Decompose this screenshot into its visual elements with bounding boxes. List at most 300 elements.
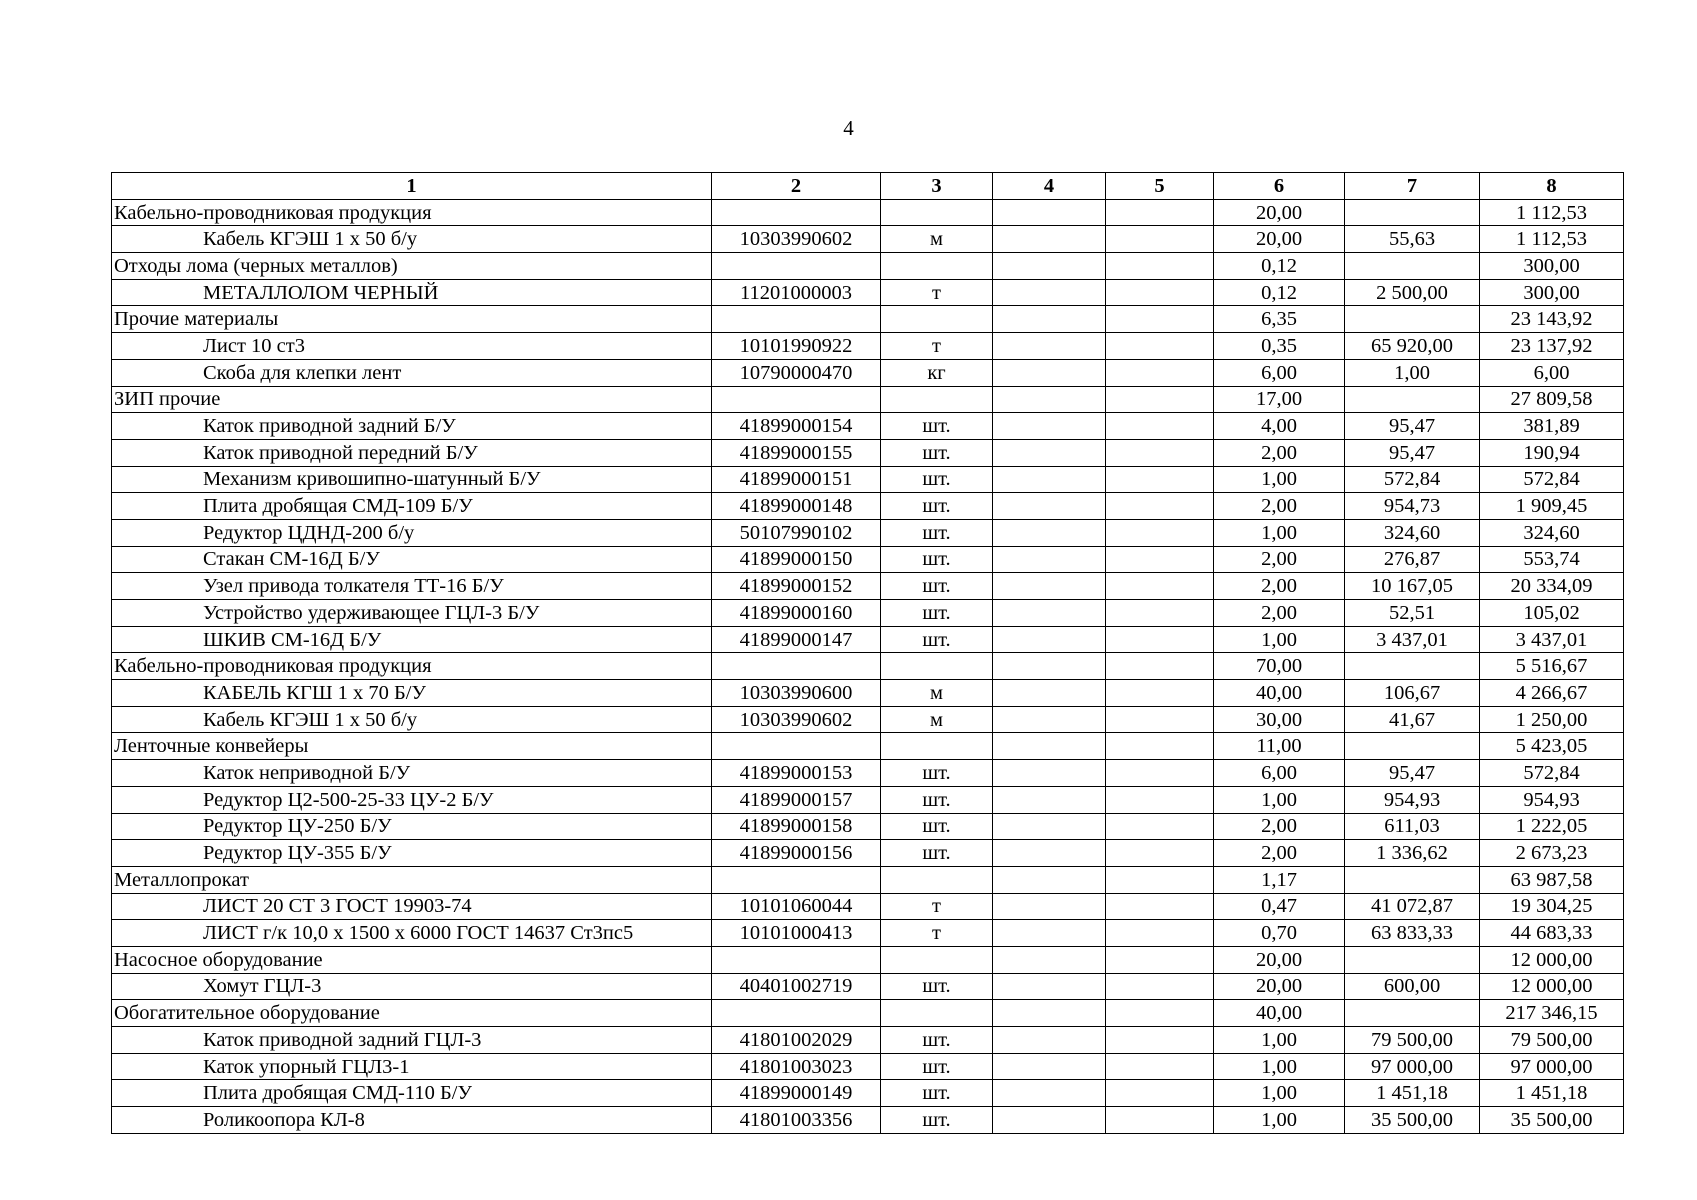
cell-price: 954,73	[1345, 493, 1480, 520]
cell-code: 11201000003	[712, 279, 881, 306]
cell-col4	[993, 573, 1106, 600]
cell-col5	[1106, 1053, 1214, 1080]
cell-sum: 6,00	[1480, 359, 1624, 386]
cell-name: Ленточные конвейеры	[112, 733, 712, 760]
cell-code	[712, 653, 881, 680]
cell-col5	[1106, 279, 1214, 306]
cell-unit	[881, 199, 993, 226]
group-row	[112, 199, 1624, 226]
cell-name: Металлопрокат	[112, 866, 712, 893]
cell-code	[712, 253, 881, 280]
column-header: 5	[1106, 173, 1214, 200]
cell-col5	[1106, 333, 1214, 360]
item-row	[112, 706, 1624, 733]
cell-col5	[1106, 253, 1214, 280]
cell-price: 41,67	[1345, 706, 1480, 733]
cell-name: Узел привода толкателя ТТ-16 Б/У	[112, 573, 712, 600]
cell-unit: шт.	[881, 466, 993, 493]
cell-col4	[993, 226, 1106, 253]
cell-name: Роликоопора КЛ-8	[112, 1107, 712, 1134]
item-row	[112, 1080, 1624, 1107]
cell-price: 3 437,01	[1345, 626, 1480, 653]
item-row	[112, 920, 1624, 947]
cell-col5	[1106, 920, 1214, 947]
cell-name: ЛИСТ 20 СТ 3 ГОСТ 19903-74	[112, 893, 712, 920]
group-row	[112, 306, 1624, 333]
cell-col4	[993, 546, 1106, 573]
cell-col5	[1106, 573, 1214, 600]
cell-col5	[1106, 600, 1214, 627]
cell-price: 79 500,00	[1345, 1027, 1480, 1054]
cell-name: Скоба для клепки лент	[112, 359, 712, 386]
cell-sum: 1 112,53	[1480, 226, 1624, 253]
cell-name: Редуктор ЦУ-250 Б/У	[112, 813, 712, 840]
item-row	[112, 439, 1624, 466]
page-number: 4	[843, 116, 854, 140]
cell-quantity: 20,00	[1214, 226, 1345, 253]
cell-quantity: 2,00	[1214, 546, 1345, 573]
item-row	[112, 973, 1624, 1000]
cell-quantity: 6,00	[1214, 359, 1345, 386]
cell-code	[712, 866, 881, 893]
cell-quantity: 40,00	[1214, 1000, 1345, 1027]
cell-name: Каток приводной задний ГЦЛ-3	[112, 1027, 712, 1054]
cell-sum: 5 516,67	[1480, 653, 1624, 680]
cell-name: Кабель КГЭШ 1 х 50 б/у	[112, 226, 712, 253]
cell-sum: 44 683,33	[1480, 920, 1624, 947]
cell-quantity: 0,12	[1214, 253, 1345, 280]
cell-col4	[993, 680, 1106, 707]
cell-price: 10 167,05	[1345, 573, 1480, 600]
cell-price: 276,87	[1345, 546, 1480, 573]
cell-quantity: 2,00	[1214, 493, 1345, 520]
cell-col4	[993, 1053, 1106, 1080]
cell-col4	[993, 733, 1106, 760]
cell-sum: 572,84	[1480, 466, 1624, 493]
header-row	[112, 173, 1624, 200]
item-row	[112, 279, 1624, 306]
cell-col5	[1106, 680, 1214, 707]
item-row	[112, 786, 1624, 813]
cell-col4	[993, 840, 1106, 867]
cell-unit: шт.	[881, 760, 993, 787]
cell-name: Насосное оборудование	[112, 946, 712, 973]
cell-quantity: 1,00	[1214, 1080, 1345, 1107]
cell-sum: 12 000,00	[1480, 946, 1624, 973]
cell-unit: шт.	[881, 1053, 993, 1080]
cell-sum: 35 500,00	[1480, 1107, 1624, 1134]
cell-price: 95,47	[1345, 439, 1480, 466]
group-row	[112, 653, 1624, 680]
cell-price: 95,47	[1345, 760, 1480, 787]
cell-code: 41899000158	[712, 813, 881, 840]
cell-col5	[1106, 626, 1214, 653]
cell-name: Каток приводной передний Б/У	[112, 439, 712, 466]
cell-price: 97 000,00	[1345, 1053, 1480, 1080]
cell-code: 41899000150	[712, 546, 881, 573]
cell-code: 10101990922	[712, 333, 881, 360]
cell-unit: шт.	[881, 413, 993, 440]
cell-col5	[1106, 760, 1214, 787]
cell-unit: шт.	[881, 493, 993, 520]
item-row	[112, 333, 1624, 360]
cell-unit	[881, 306, 993, 333]
cell-name: Лист 10 ст3	[112, 333, 712, 360]
cell-unit: шт.	[881, 1080, 993, 1107]
cell-unit: шт.	[881, 573, 993, 600]
cell-code: 41899000156	[712, 840, 881, 867]
cell-quantity: 1,00	[1214, 1107, 1345, 1134]
table-body	[112, 173, 1624, 1134]
cell-code: 41899000149	[712, 1080, 881, 1107]
cell-price: 41 072,87	[1345, 893, 1480, 920]
cell-unit: шт.	[881, 600, 993, 627]
item-row	[112, 600, 1624, 627]
cell-quantity: 11,00	[1214, 733, 1345, 760]
cell-code: 41899000157	[712, 786, 881, 813]
cell-sum: 324,60	[1480, 519, 1624, 546]
cell-price: 324,60	[1345, 519, 1480, 546]
cell-col4	[993, 1027, 1106, 1054]
cell-sum: 12 000,00	[1480, 973, 1624, 1000]
item-row	[112, 519, 1624, 546]
cell-sum: 20 334,09	[1480, 573, 1624, 600]
cell-sum: 1 909,45	[1480, 493, 1624, 520]
cell-name: Редуктор ЦДНД-200 б/у	[112, 519, 712, 546]
cell-col4	[993, 946, 1106, 973]
cell-price	[1345, 946, 1480, 973]
cell-quantity: 1,00	[1214, 466, 1345, 493]
cell-col5	[1106, 413, 1214, 440]
cell-price: 954,93	[1345, 786, 1480, 813]
column-header: 2	[712, 173, 881, 200]
cell-quantity: 0,12	[1214, 279, 1345, 306]
cell-sum: 23 143,92	[1480, 306, 1624, 333]
cell-col5	[1106, 1027, 1214, 1054]
cell-unit	[881, 386, 993, 413]
cell-col5	[1106, 706, 1214, 733]
item-row	[112, 813, 1624, 840]
cell-col5	[1106, 653, 1214, 680]
cell-quantity: 6,35	[1214, 306, 1345, 333]
cell-price	[1345, 386, 1480, 413]
cell-col4	[993, 413, 1106, 440]
cell-quantity: 0,35	[1214, 333, 1345, 360]
cell-col5	[1106, 466, 1214, 493]
cell-code: 41899000155	[712, 439, 881, 466]
cell-sum: 1 250,00	[1480, 706, 1624, 733]
cell-sum: 190,94	[1480, 439, 1624, 466]
cell-unit: шт.	[881, 786, 993, 813]
cell-unit: м	[881, 226, 993, 253]
cell-name: Прочие материалы	[112, 306, 712, 333]
cell-code: 40401002719	[712, 973, 881, 1000]
cell-sum: 300,00	[1480, 279, 1624, 306]
cell-code: 41801002029	[712, 1027, 881, 1054]
cell-name: Кабель КГЭШ 1 х 50 б/у	[112, 706, 712, 733]
cell-unit: шт.	[881, 626, 993, 653]
cell-sum: 5 423,05	[1480, 733, 1624, 760]
cell-sum: 105,02	[1480, 600, 1624, 627]
cell-code: 10303990602	[712, 706, 881, 733]
item-row	[112, 546, 1624, 573]
cell-col4	[993, 333, 1106, 360]
cell-col4	[993, 519, 1106, 546]
cell-price	[1345, 733, 1480, 760]
cell-unit: шт.	[881, 519, 993, 546]
cell-code: 41899000148	[712, 493, 881, 520]
cell-name: Кабельно-проводниковая продукция	[112, 199, 712, 226]
cell-price: 2 500,00	[1345, 279, 1480, 306]
materials-table	[111, 172, 1624, 1134]
cell-col4	[993, 386, 1106, 413]
cell-price: 600,00	[1345, 973, 1480, 1000]
cell-col4	[993, 866, 1106, 893]
cell-price: 572,84	[1345, 466, 1480, 493]
cell-price	[1345, 306, 1480, 333]
cell-name: ШКИВ СМ-16Д Б/У	[112, 626, 712, 653]
cell-col4	[993, 279, 1106, 306]
cell-col5	[1106, 493, 1214, 520]
cell-name: Каток неприводной Б/У	[112, 760, 712, 787]
cell-quantity: 2,00	[1214, 840, 1345, 867]
cell-sum: 553,74	[1480, 546, 1624, 573]
cell-sum: 1 112,53	[1480, 199, 1624, 226]
cell-unit: м	[881, 680, 993, 707]
cell-col4	[993, 813, 1106, 840]
cell-col4	[993, 439, 1106, 466]
item-row	[112, 760, 1624, 787]
cell-col5	[1106, 893, 1214, 920]
cell-quantity: 2,00	[1214, 439, 1345, 466]
cell-code: 10303990602	[712, 226, 881, 253]
cell-name: Обогатительное оборудование	[112, 1000, 712, 1027]
cell-price	[1345, 253, 1480, 280]
cell-quantity: 0,47	[1214, 893, 1345, 920]
cell-col4	[993, 1107, 1106, 1134]
cell-unit	[881, 733, 993, 760]
item-row	[112, 1107, 1624, 1134]
group-row	[112, 253, 1624, 280]
cell-col5	[1106, 306, 1214, 333]
cell-col4	[993, 973, 1106, 1000]
cell-unit: т	[881, 920, 993, 947]
cell-sum: 27 809,58	[1480, 386, 1624, 413]
cell-price: 106,67	[1345, 680, 1480, 707]
cell-price: 95,47	[1345, 413, 1480, 440]
cell-code: 41899000153	[712, 760, 881, 787]
cell-code: 10790000470	[712, 359, 881, 386]
cell-col4	[993, 253, 1106, 280]
cell-name: Редуктор ЦУ-355 Б/У	[112, 840, 712, 867]
cell-sum: 381,89	[1480, 413, 1624, 440]
cell-code: 10101060044	[712, 893, 881, 920]
cell-name: Кабельно-проводниковая продукция	[112, 653, 712, 680]
cell-name: МЕТАЛЛОЛОМ ЧЕРНЫЙ	[112, 279, 712, 306]
cell-col5	[1106, 733, 1214, 760]
cell-unit: шт.	[881, 840, 993, 867]
cell-unit: шт.	[881, 546, 993, 573]
cell-col5	[1106, 359, 1214, 386]
cell-unit: т	[881, 279, 993, 306]
cell-price: 611,03	[1345, 813, 1480, 840]
column-header: 3	[881, 173, 993, 200]
cell-quantity: 20,00	[1214, 973, 1345, 1000]
cell-price	[1345, 199, 1480, 226]
cell-name: Редуктор Ц2-500-25-33 ЦУ-2 Б/У	[112, 786, 712, 813]
item-row	[112, 359, 1624, 386]
cell-code: 41899000160	[712, 600, 881, 627]
cell-price: 1,00	[1345, 359, 1480, 386]
cell-unit: шт.	[881, 1027, 993, 1054]
cell-price: 55,63	[1345, 226, 1480, 253]
cell-sum: 300,00	[1480, 253, 1624, 280]
cell-col4	[993, 626, 1106, 653]
cell-name: Хомут ГЦЛ-3	[112, 973, 712, 1000]
cell-quantity: 30,00	[1214, 706, 1345, 733]
cell-code: 10101000413	[712, 920, 881, 947]
cell-unit: т	[881, 333, 993, 360]
item-row	[112, 466, 1624, 493]
cell-unit: м	[881, 706, 993, 733]
cell-price: 65 920,00	[1345, 333, 1480, 360]
item-row	[112, 413, 1624, 440]
item-row	[112, 893, 1624, 920]
cell-sum: 3 437,01	[1480, 626, 1624, 653]
cell-name: Плита дробящая СМД-110 Б/У	[112, 1080, 712, 1107]
group-row	[112, 386, 1624, 413]
cell-code: 41899000152	[712, 573, 881, 600]
cell-col4	[993, 199, 1106, 226]
cell-quantity: 2,00	[1214, 813, 1345, 840]
cell-name: Стакан СМ-16Д Б/У	[112, 546, 712, 573]
cell-price	[1345, 866, 1480, 893]
cell-unit: шт.	[881, 1107, 993, 1134]
cell-col5	[1106, 1107, 1214, 1134]
cell-code: 41801003356	[712, 1107, 881, 1134]
cell-price: 1 336,62	[1345, 840, 1480, 867]
cell-quantity: 4,00	[1214, 413, 1345, 440]
cell-col5	[1106, 1000, 1214, 1027]
group-row	[112, 1000, 1624, 1027]
cell-col4	[993, 306, 1106, 333]
cell-price: 63 833,33	[1345, 920, 1480, 947]
column-header: 4	[993, 173, 1106, 200]
cell-sum: 19 304,25	[1480, 893, 1624, 920]
cell-sum: 63 987,58	[1480, 866, 1624, 893]
cell-code	[712, 733, 881, 760]
cell-sum: 1 222,05	[1480, 813, 1624, 840]
cell-name: ЛИСТ г/к 10,0 х 1500 х 6000 ГОСТ 14637 Ст3пс5	[112, 920, 712, 947]
cell-quantity: 2,00	[1214, 600, 1345, 627]
cell-unit: кг	[881, 359, 993, 386]
cell-col4	[993, 786, 1106, 813]
cell-code	[712, 306, 881, 333]
cell-code: 50107990102	[712, 519, 881, 546]
cell-col5	[1106, 1080, 1214, 1107]
cell-quantity: 1,00	[1214, 786, 1345, 813]
item-row	[112, 493, 1624, 520]
cell-unit	[881, 866, 993, 893]
cell-name: Каток приводной задний Б/У	[112, 413, 712, 440]
item-row	[112, 1027, 1624, 1054]
cell-price	[1345, 653, 1480, 680]
group-row	[112, 733, 1624, 760]
cell-sum: 217 346,15	[1480, 1000, 1624, 1027]
cell-code	[712, 946, 881, 973]
cell-price: 1 451,18	[1345, 1080, 1480, 1107]
cell-col4	[993, 466, 1106, 493]
cell-unit	[881, 1000, 993, 1027]
cell-quantity: 20,00	[1214, 946, 1345, 973]
group-row	[112, 866, 1624, 893]
cell-code: 41899000147	[712, 626, 881, 653]
cell-col5	[1106, 519, 1214, 546]
item-row	[112, 626, 1624, 653]
cell-quantity: 1,00	[1214, 1027, 1345, 1054]
cell-col5	[1106, 973, 1214, 1000]
cell-quantity: 70,00	[1214, 653, 1345, 680]
cell-code: 10303990600	[712, 680, 881, 707]
cell-sum: 23 137,92	[1480, 333, 1624, 360]
column-header: 8	[1480, 173, 1624, 200]
cell-col4	[993, 706, 1106, 733]
cell-col4	[993, 600, 1106, 627]
item-row	[112, 680, 1624, 707]
cell-code: 41899000154	[712, 413, 881, 440]
cell-col5	[1106, 386, 1214, 413]
cell-quantity: 6,00	[1214, 760, 1345, 787]
cell-col4	[993, 493, 1106, 520]
cell-quantity: 1,17	[1214, 866, 1345, 893]
cell-name: Механизм кривошипно-шатунный Б/У	[112, 466, 712, 493]
cell-quantity: 2,00	[1214, 573, 1345, 600]
cell-sum: 4 266,67	[1480, 680, 1624, 707]
item-row	[112, 573, 1624, 600]
cell-sum: 572,84	[1480, 760, 1624, 787]
cell-col4	[993, 760, 1106, 787]
cell-col5	[1106, 786, 1214, 813]
cell-col4	[993, 1080, 1106, 1107]
column-header: 1	[112, 173, 712, 200]
cell-price: 52,51	[1345, 600, 1480, 627]
cell-col4	[993, 1000, 1106, 1027]
cell-col4	[993, 359, 1106, 386]
cell-sum: 97 000,00	[1480, 1053, 1624, 1080]
cell-unit	[881, 946, 993, 973]
cell-unit	[881, 253, 993, 280]
cell-col5	[1106, 866, 1214, 893]
cell-col4	[993, 920, 1106, 947]
cell-unit: шт.	[881, 813, 993, 840]
item-row	[112, 840, 1624, 867]
cell-quantity: 20,00	[1214, 199, 1345, 226]
cell-name: Каток упорный ГЦЛ3-1	[112, 1053, 712, 1080]
column-header: 6	[1214, 173, 1345, 200]
item-row	[112, 1053, 1624, 1080]
cell-col5	[1106, 226, 1214, 253]
cell-sum: 954,93	[1480, 786, 1624, 813]
cell-quantity: 1,00	[1214, 626, 1345, 653]
column-header: 7	[1345, 173, 1480, 200]
cell-quantity: 17,00	[1214, 386, 1345, 413]
cell-unit: шт.	[881, 973, 993, 1000]
item-row	[112, 226, 1624, 253]
cell-sum: 79 500,00	[1480, 1027, 1624, 1054]
cell-name: ЗИП прочие	[112, 386, 712, 413]
cell-code	[712, 386, 881, 413]
cell-name: Отходы лома (черных металлов)	[112, 253, 712, 280]
